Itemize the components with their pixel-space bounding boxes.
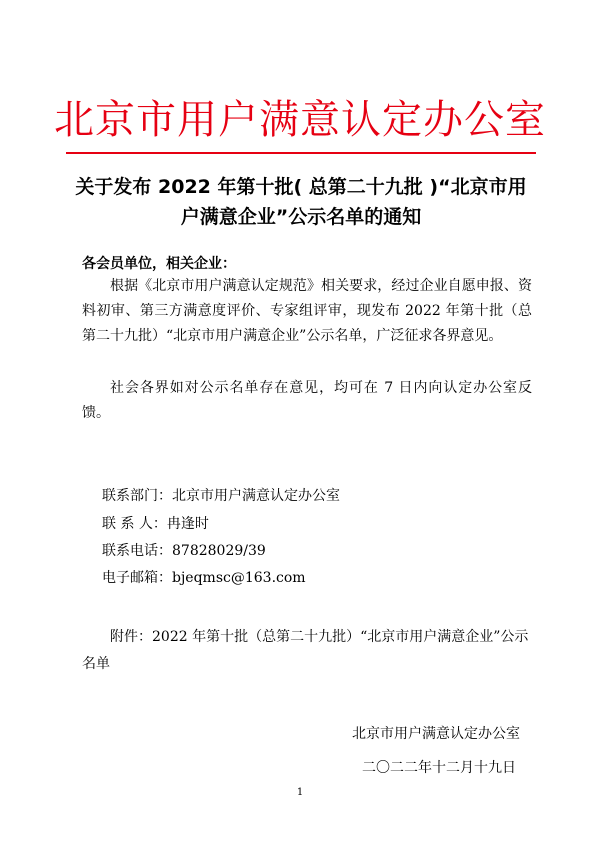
contact-person: 联 系 人：冉逢时 bbox=[102, 516, 209, 532]
body-paragraph-2: 社会各界如对公示名单存在意见，均可在 7 日内向认定办公室反馈。 bbox=[82, 380, 532, 421]
attachment-note: 附件：2022 年第十批（总第二十九批）“北京市用户满意企业”公示名单 bbox=[82, 629, 529, 672]
contact-department: 联系部门：北京市用户满意认定办公室 bbox=[102, 488, 340, 504]
notice-title: 关于发布 2022 年第十批( 总第二十九批 )“北京市用户满意企业”公示名单的通知 bbox=[75, 176, 527, 228]
contact-email: 电子邮箱：bjeqmsc@163.com bbox=[102, 570, 306, 586]
letterhead-org-name: 北京市用户满意认定办公室 bbox=[54, 97, 546, 143]
page-number: 1 bbox=[296, 787, 304, 798]
contact-phone: 联系电话：87828029/39 bbox=[102, 543, 266, 559]
signature-date: 二〇二二年十二月十九日 bbox=[362, 760, 516, 776]
salutation: 各会员单位，相关企业： bbox=[82, 256, 236, 272]
body-paragraph-1: 根据《北京市用户满意认定规范》相关要求，经过企业自愿申报、资料初审、第三方满意度评价、专家组评审，现发布 2022 年第十批（总第二十九批）“北京市用户满意企业”公示名单，广泛征求各界意见。 bbox=[82, 278, 532, 344]
letterhead-divider bbox=[66, 152, 536, 154]
signature-org: 北京市用户满意认定办公室 bbox=[352, 726, 520, 742]
